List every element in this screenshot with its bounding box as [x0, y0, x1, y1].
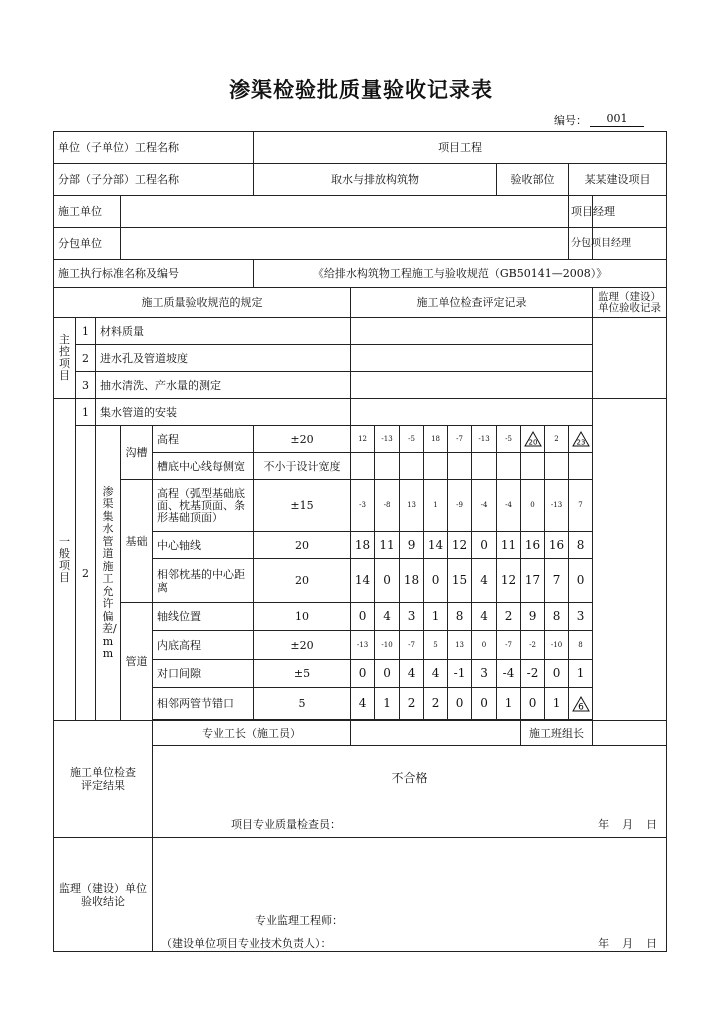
measure-cell: 8 — [448, 603, 472, 631]
general-items-group-text: 一般项目 — [59, 534, 70, 584]
subgroup-foundation: 基础 — [121, 480, 153, 603]
main-item-record — [351, 318, 593, 345]
out-of-tolerance-triangle-icon — [572, 696, 590, 712]
main-item-name: 进水孔及管道坡度 — [96, 345, 351, 372]
measure-cell: -10 — [375, 631, 400, 660]
project-manager-label: 项目经理 — [569, 196, 593, 228]
supervisor-conclusion-label — [54, 838, 153, 952]
measure-cell: -13 — [351, 631, 375, 660]
main-items-group-text: 主控项目 — [59, 333, 70, 382]
measure-cell: -2 — [521, 660, 545, 688]
supervisor-record-line2: 单位验收记录 — [598, 301, 662, 314]
measure-cell: -4 — [472, 480, 497, 532]
measure-cell: 13 — [400, 480, 424, 532]
measure-cell: 1 — [569, 660, 593, 688]
item-name: 相邻枕基的中心距离 — [153, 559, 254, 603]
item-name: 相邻两管节错口 — [153, 688, 254, 720]
measure-cell: 4 — [472, 603, 497, 631]
form-number-value: 001 — [590, 112, 644, 127]
supervisor-record-line1: 监理（建设） — [598, 290, 662, 303]
subcontractor-label: 分包单位 — [54, 228, 121, 260]
standard-label: 施工执行标准名称及编号 — [54, 260, 254, 288]
subcontractor-value — [121, 228, 569, 260]
item-name: 轴线位置 — [153, 603, 254, 631]
measure-cell: 1 — [545, 688, 569, 720]
item-name: 中心轴线 — [153, 532, 254, 559]
measure-cell: 1 — [424, 603, 448, 631]
measure-cell: 0 — [545, 660, 569, 688]
measure-cell: 0 — [424, 559, 448, 603]
out-of-tolerance-value: 6 — [577, 702, 584, 712]
measure-cell: 2 — [497, 603, 521, 631]
general-item-name: 集水管道的安装 — [96, 399, 351, 426]
measure-cell: 2 — [545, 426, 569, 453]
measure-cell — [569, 688, 593, 720]
measure-cell: 9 — [400, 532, 424, 559]
form-number-label: 编号： — [554, 114, 587, 127]
measure-cell: 4 — [472, 559, 497, 603]
measure-cell: -4 — [497, 480, 521, 532]
item-tolerance: 10 — [254, 603, 351, 631]
subgroup-trench: 沟槽 — [121, 426, 153, 480]
measure-cell: 1 — [375, 688, 400, 720]
measure-cell: -1 — [448, 660, 472, 688]
item-name: 高程 — [153, 426, 254, 453]
measure-cell: 16 — [545, 532, 569, 559]
contractor-value — [121, 196, 569, 228]
measure-cell: -5 — [400, 426, 424, 453]
measure-cell: 2 — [400, 688, 424, 720]
measure-cell: 3 — [400, 603, 424, 631]
general-item-no: 2 — [76, 426, 96, 721]
qc-inspector-label: 项目专业质量检查员： — [231, 817, 341, 831]
measure-cell: 15 — [448, 559, 472, 603]
measure-cell: 13 — [448, 631, 472, 660]
measure-cell: -8 — [375, 480, 400, 532]
measure-cell: 0 — [448, 688, 472, 720]
measure-cell: 3 — [569, 603, 593, 631]
contractor-result-value: 不合格 — [153, 746, 667, 812]
measure-cell — [521, 426, 545, 453]
deviation-row — [54, 480, 667, 532]
measure-cell: -5 — [497, 426, 521, 453]
supervisor-conclusion-label-line1: 监理（建设）单位 — [59, 881, 147, 895]
measure-cell: -13 — [545, 480, 569, 532]
main-item-supervisor — [593, 318, 667, 399]
item-tolerance: ±15 — [254, 480, 351, 532]
deviation-row — [54, 426, 667, 453]
unit-project-label: 单位（子单位）工程名称 — [54, 132, 254, 164]
measure-cell: 7 — [569, 480, 593, 532]
page-title: 渗渠检验批质量验收记录表 — [229, 78, 493, 102]
measure-cell: 4 — [375, 603, 400, 631]
item-name: 槽底中心线每侧宽 — [153, 453, 254, 480]
measure-cell: -7 — [448, 426, 472, 453]
measure-cell: 0 — [472, 631, 497, 660]
measure-cell: -9 — [448, 480, 472, 532]
measure-cell: -4 — [497, 660, 521, 688]
contractor-result-label-line2: 评定结果 — [81, 779, 125, 792]
item-name: 高程（弧型基础底面、枕基顶面、条形基础顶面） — [153, 480, 254, 532]
supervisor-date-label: 年 月 日 — [598, 937, 659, 950]
item-tolerance: ±20 — [254, 426, 351, 453]
measure-cell — [569, 453, 593, 480]
measure-cell: 16 — [521, 532, 545, 559]
main-item-no: 2 — [76, 345, 96, 372]
qc-date-label: 年 月 日 — [598, 817, 659, 831]
spec-column-header: 施工质量验收规范的规定 — [54, 288, 351, 318]
general-item-no: 1 — [76, 399, 96, 426]
out-of-tolerance-triangle-icon — [572, 431, 590, 447]
contractor-result-label — [54, 721, 153, 838]
item-tolerance: 20 — [254, 532, 351, 559]
deviation-vertical-text: 渗渠集水管道施工允许偏差/mm — [102, 484, 117, 660]
main-item-record — [351, 345, 593, 372]
measure-cell: 14 — [351, 559, 375, 603]
measure-cell — [569, 426, 593, 453]
supervisor-record-header — [593, 288, 667, 318]
measure-cell: 0 — [375, 660, 400, 688]
measure-cell: -7 — [400, 631, 424, 660]
measure-cell: 2 — [424, 688, 448, 720]
measure-cell: -7 — [497, 631, 521, 660]
measure-cell: 8 — [545, 603, 569, 631]
measure-cell: 9 — [521, 603, 545, 631]
measure-cell: 11 — [497, 532, 521, 559]
out-of-tolerance-triangle-icon — [524, 431, 542, 447]
measure-cell: 4 — [351, 688, 375, 720]
measure-cell: 18 — [400, 559, 424, 603]
measure-cell: 18 — [424, 426, 448, 453]
out-of-tolerance-value: 20 — [528, 438, 537, 447]
measure-cell: 0 — [351, 660, 375, 688]
measure-cell — [424, 453, 448, 480]
foreman-label: 专业工长（施工员） — [153, 721, 351, 746]
measure-cell: 3 — [472, 660, 497, 688]
measure-cell: 14 — [424, 532, 448, 559]
measure-cell — [375, 453, 400, 480]
measure-cell: 1 — [497, 688, 521, 720]
measure-cell: 12 — [351, 426, 375, 453]
supervisor-engineer-label: 专业监理工程师： — [255, 914, 343, 927]
measure-cell: 5 — [424, 631, 448, 660]
measure-cell: 4 — [400, 660, 424, 688]
measure-cell: -13 — [472, 426, 497, 453]
measure-cell: -13 — [375, 426, 400, 453]
qc-inspector-row — [153, 812, 667, 838]
item-tolerance: 20 — [254, 559, 351, 603]
deviation-row — [54, 603, 667, 631]
measure-cell — [351, 453, 375, 480]
supervisor-conclusion-label-line2: 验收结论 — [81, 894, 125, 908]
measure-cell: 7 — [545, 559, 569, 603]
item-tolerance: ±20 — [254, 631, 351, 660]
standard-value: 《给排水构筑物工程施工与验收规范（GB50141—2008）》 — [254, 260, 667, 288]
item-tolerance: 不小于设计宽度 — [254, 453, 351, 480]
measure-cell: 11 — [375, 532, 400, 559]
owner-tech-label: （建设单位项目专业技术负责人）： — [161, 937, 332, 950]
measure-cell: 0 — [521, 688, 545, 720]
measure-cell: -10 — [545, 631, 569, 660]
measure-cell: 8 — [569, 532, 593, 559]
division-label: 分部（子分部）工程名称 — [54, 164, 254, 196]
measure-cell: 0 — [521, 480, 545, 532]
measure-cell: 18 — [351, 532, 375, 559]
item-name: 内底高程 — [153, 631, 254, 660]
division-value: 取水与排放构筑物 — [254, 164, 497, 196]
main-item-no: 3 — [76, 372, 96, 399]
main-item-no: 1 — [76, 318, 96, 345]
measure-cell — [472, 453, 497, 480]
inspection-form-table — [53, 131, 667, 952]
foreman-value — [351, 721, 521, 746]
measure-cell: 8 — [569, 631, 593, 660]
unit-project-value: 项目工程 — [254, 132, 667, 164]
measure-cell — [400, 453, 424, 480]
supervisor-conclusion-cell — [153, 838, 667, 952]
measure-cell — [521, 453, 545, 480]
contractor-record-header: 施工单位检查评定记录 — [351, 288, 593, 318]
main-item-record — [351, 372, 593, 399]
item-name: 对口间隙 — [153, 660, 254, 688]
measure-cell: 0 — [375, 559, 400, 603]
team-leader-value — [593, 721, 667, 746]
item-tolerance: 5 — [254, 688, 351, 720]
measure-cell: -2 — [521, 631, 545, 660]
measure-cell — [448, 453, 472, 480]
contractor-label: 施工单位 — [54, 196, 121, 228]
team-leader-label: 施工班组长 — [521, 721, 593, 746]
measure-cell: 17 — [521, 559, 545, 603]
item-tolerance: ±5 — [254, 660, 351, 688]
measure-cell: 12 — [448, 532, 472, 559]
general-items-group-label — [54, 399, 76, 721]
measure-cell: 4 — [424, 660, 448, 688]
inspect-part-value: 某某建设项目 — [569, 164, 667, 196]
inspect-part-label: 验收部位 — [497, 164, 569, 196]
subgroup-pipe: 管道 — [121, 603, 153, 721]
sub-project-manager-label: 分包项目经理 — [569, 228, 593, 260]
measure-cell: 0 — [472, 688, 497, 720]
deviation-vertical-label — [96, 426, 121, 721]
measure-cell — [497, 453, 521, 480]
general-item-record — [351, 399, 593, 426]
general-item-supervisor — [593, 399, 667, 721]
measure-cell — [545, 453, 569, 480]
main-item-name: 材料质量 — [96, 318, 351, 345]
measure-cell: 0 — [351, 603, 375, 631]
main-item-name: 抽水清洗、产水量的测定 — [96, 372, 351, 399]
measure-cell: 1 — [424, 480, 448, 532]
measure-cell: 0 — [569, 559, 593, 603]
out-of-tolerance-value: 23 — [576, 438, 585, 447]
measure-cell: -3 — [351, 480, 375, 532]
measure-cell: 12 — [497, 559, 521, 603]
main-items-group-label — [54, 318, 76, 399]
contractor-result-label-line1: 施工单位检查 — [70, 766, 136, 779]
measure-cell: 0 — [472, 532, 497, 559]
